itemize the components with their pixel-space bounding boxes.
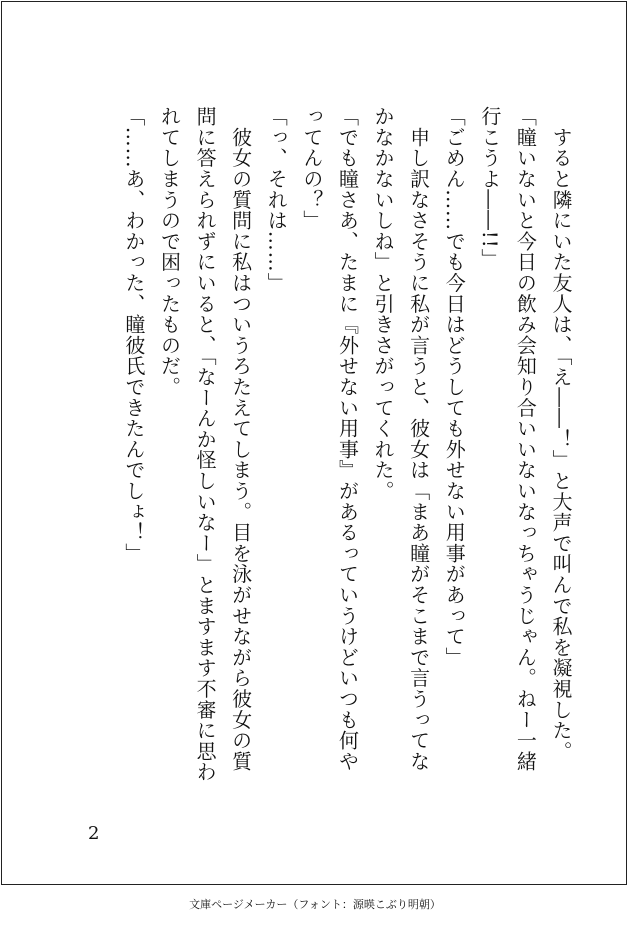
novel-body-text [115,106,578,786]
paragraph: 申し訳なさそうに私が言うと、彼女は「まあ瞳がそこまで言うってなかなかないしね」と引きさがってくれた。 [371,106,431,772]
paragraph: 「瞳いないと今日の飲み会知り合いいないなっちゃうじゃん。ねー一緒行こうよ――!!」 [477,106,538,772]
page-frame [1,1,627,885]
page-number: 2 [88,823,100,844]
paragraph: 彼女の質問に私はついうろたえてしまう。目を泳がせながら彼女の質問に答えられずにいると、「なーんか怪しいなー」とますます不審に思われてしまうので困ったものだ。 [157,106,253,783]
paragraph: 「ごめん……でも今日はどうしても外せない用事があって」 [442,106,467,668]
paragraph: 「っ、それは……」 [264,106,289,294]
paragraph: すると隣にいた友人は、「え――！」と大声で叫んで私を凝視した。 [549,106,573,762]
paragraph: 「……あ、わかった、瞳彼氏できたんでしょ！」 [121,106,146,564]
paragraph: 「でも瞳さあ、たまに『外せない用事』があるっていうけどいつも何やってんの？」 [299,106,360,772]
footer-credit: 文庫ページメーカー（フォント：源暎こぶり明朝） [189,898,441,911]
